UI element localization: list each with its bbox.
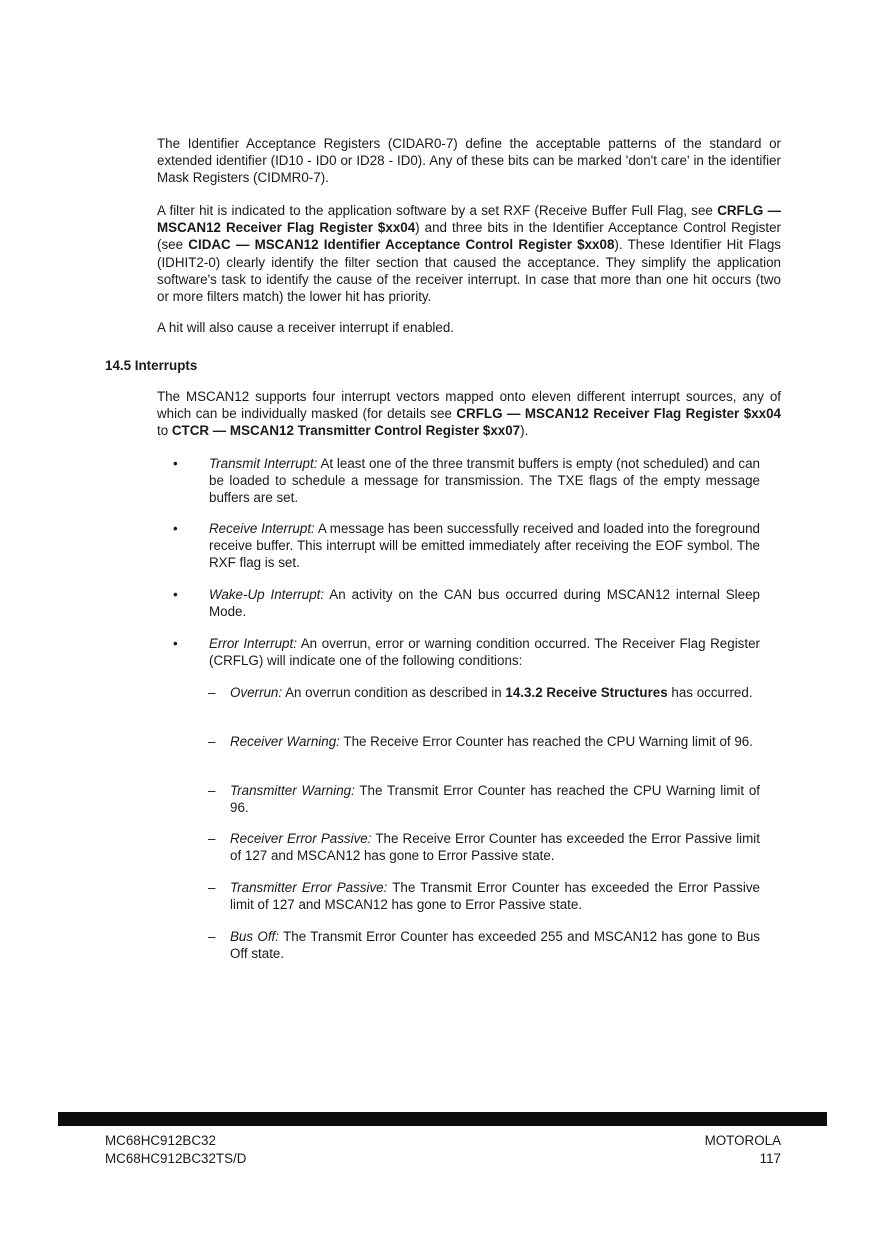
paragraph-text: ). These Identifier Hit Flags (IDHIT2-0) clearly identify the filter section that caused the acceptance. They simplify the application software's task to identify the cause of the receiver interrupt. In case that more than one hit occurs (two or more filters match) the lower hit has priority. bbox=[157, 237, 781, 305]
subitem-text: The Transmit Error Counter has exceeded the Error Passive limit of 127 and MSCAN12 has gone to Error Passive state. bbox=[230, 880, 760, 913]
bullet-text: A message has been successfully received and loaded into the foreground receive buffer. This interrupt will be emitted immediately after receiving the EOF symbol. The RXF flag is set. bbox=[209, 521, 760, 571]
footer-document-id: MC68HC912BC32TS/D bbox=[105, 1151, 247, 1166]
bullet-receive-interrupt bbox=[209, 520, 760, 572]
bullet-marker: • bbox=[173, 636, 178, 651]
subitem-text: The Receive Error Counter has exceeded the Error Passive limit of 127 and MSCAN12 has gone to Error Passive state. bbox=[230, 831, 760, 864]
paragraph-text: A filter hit is indicated to the application software by a set RXF (Receive Buffer Full Flag, see bbox=[157, 203, 718, 218]
subitem-overrun bbox=[230, 684, 760, 701]
section-heading: 14.5 Interrupts bbox=[105, 358, 198, 373]
receive-structures-reference[interactable]: 14.3.2 Receive Structures bbox=[505, 685, 668, 700]
paragraph-text: ) and three bits in the Identifier Acceptance Control Register (see bbox=[157, 220, 781, 253]
paragraph-identifier-acceptance: The Identifier Acceptance Registers (CIDAR0-7) define the acceptable patterns of the standard or extended identifier (ID10 - ID0 or ID28 - ID0). Any of these bits can be marked 'don't care' in the identifier Mask Registers (CIDMR0-7). bbox=[157, 136, 781, 186]
dash-marker: – bbox=[208, 831, 216, 846]
subitem-transmitter-error-passive bbox=[230, 879, 760, 913]
crflg-reference[interactable]: CRFLG — MSCAN12 Receiver Flag Register $xx04 bbox=[157, 203, 781, 236]
bullet-marker: • bbox=[173, 521, 178, 536]
ctcr-reference[interactable]: CTCR — MSCAN12 Transmitter Control Register $xx07 bbox=[171, 423, 521, 439]
paragraph-filter-hit bbox=[157, 202, 781, 305]
subitem-bus-off bbox=[230, 928, 760, 962]
dash-marker: – bbox=[208, 929, 216, 944]
subitem-term: Receiver Error Passive: bbox=[230, 831, 372, 846]
paragraph-hit-interrupt: A hit will also cause a receiver interrupt if enabled. bbox=[157, 320, 454, 335]
bullet-marker: • bbox=[173, 456, 178, 471]
dash-marker: – bbox=[208, 734, 216, 749]
footer-rule bbox=[58, 1112, 827, 1126]
bullet-term: Transmit Interrupt: bbox=[209, 456, 318, 471]
bullet-term: Error Interrupt: bbox=[209, 636, 297, 651]
paragraph-text: The MSCAN12 supports four interrupt vectors mapped onto eleven different interrupt sources, any of which can be individually masked (for details see bbox=[157, 389, 781, 422]
subitem-text: has occurred. bbox=[667, 685, 753, 700]
bullet-error-interrupt bbox=[209, 635, 760, 669]
dash-marker: – bbox=[208, 783, 216, 798]
crflg-reference[interactable]: CRFLG — MSCAN12 Receiver Flag Register $xx04 bbox=[456, 406, 781, 422]
bullet-text: An activity on the CAN bus occurred during MSCAN12 internal Sleep Mode. bbox=[209, 587, 760, 620]
bullet-text: An overrun, error or warning condition occurred. The Receiver Flag Register (CRFLG) will indicate one of the following conditions: bbox=[209, 636, 760, 669]
bullet-marker: • bbox=[173, 587, 178, 602]
subitem-term: Overrun: bbox=[230, 685, 283, 700]
bullet-term: Wake-Up Interrupt: bbox=[209, 587, 325, 602]
subitem-text: The Transmit Error Counter has reached the CPU Warning limit of 96. bbox=[230, 783, 760, 816]
paragraph-text: to bbox=[157, 423, 172, 439]
subitem-term: Receiver Warning: bbox=[230, 734, 340, 749]
subitem-term: Transmitter Error Passive: bbox=[230, 880, 388, 895]
paragraph-text: ). bbox=[520, 423, 529, 439]
subitem-text: The Receive Error Counter has reached the CPU Warning limit of 96. bbox=[339, 734, 753, 749]
subitem-receiver-warning bbox=[230, 733, 760, 750]
subitem-text: An overrun condition as described in bbox=[282, 685, 506, 700]
footer-brand: MOTOROLA bbox=[704, 1133, 781, 1148]
subitem-text: The Transmit Error Counter has exceeded 255 and MSCAN12 has gone to Bus Off state. bbox=[230, 929, 760, 962]
dash-marker: – bbox=[208, 685, 216, 700]
subitem-transmitter-warning bbox=[230, 782, 760, 816]
footer-part-number: MC68HC912BC32 bbox=[105, 1133, 216, 1148]
page-number: 117 bbox=[759, 1151, 781, 1166]
bullet-transmit-interrupt bbox=[209, 455, 760, 507]
dash-marker: – bbox=[208, 880, 216, 895]
subitem-term: Bus Off: bbox=[230, 929, 279, 944]
subitem-term: Transmitter Warning: bbox=[230, 783, 355, 798]
subitem-receiver-error-passive bbox=[230, 830, 760, 864]
bullet-wakeup-interrupt bbox=[209, 586, 760, 620]
cidac-reference[interactable]: CIDAC — MSCAN12 Identifier Acceptance Control Register $xx08 bbox=[188, 237, 615, 253]
paragraph-interrupts-intro bbox=[157, 388, 781, 440]
bullet-term: Receive Interrupt: bbox=[209, 521, 315, 536]
bullet-text: At least one of the three transmit buffers is empty (not scheduled) and can be loaded to schedule a message for transmission. The TXE flags of the empty message buffers are set. bbox=[209, 456, 760, 506]
